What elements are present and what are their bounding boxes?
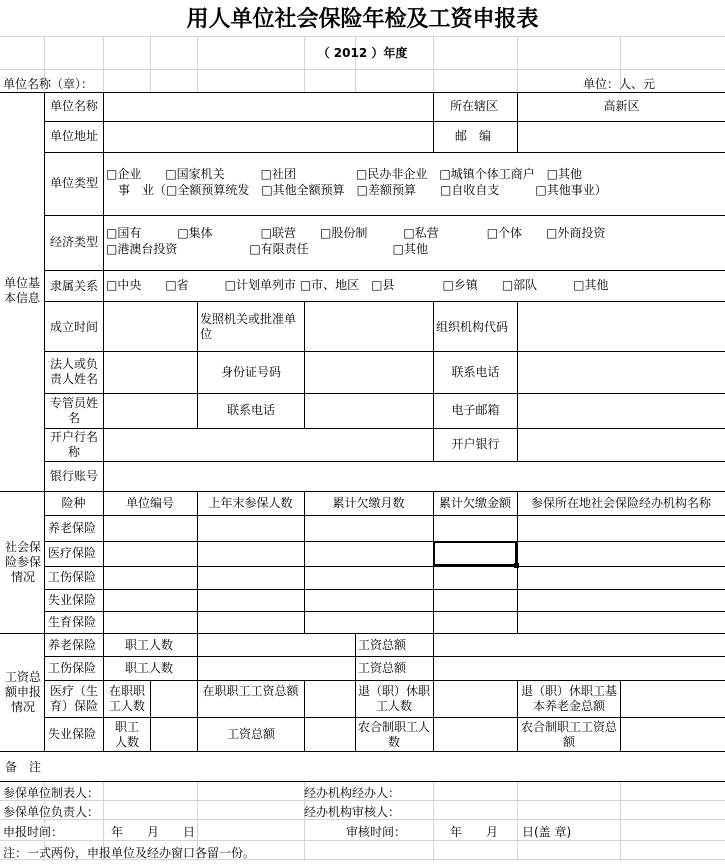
email-label: 电子邮箱 xyxy=(451,403,500,417)
wage-total: 工资总额 xyxy=(358,638,407,652)
row-line xyxy=(44,270,725,271)
row-line xyxy=(44,121,725,122)
gridline xyxy=(620,781,621,861)
unit-label: 单位：人、元 xyxy=(583,77,656,91)
agency-reviewer-label: 经办机构审核人： xyxy=(304,805,401,819)
affiliation-label: 隶属关系 xyxy=(50,279,99,293)
border-line xyxy=(0,751,725,752)
col-line xyxy=(355,633,356,680)
col-line xyxy=(103,92,104,751)
remarks-label: 备 注 xyxy=(5,760,42,774)
wage-staff-count: 职工人数 xyxy=(125,638,174,652)
economy-type-label: 经济类型 xyxy=(50,235,99,249)
col-line xyxy=(304,491,305,633)
wage-section-label: 工资总额申报情况 xyxy=(4,670,41,714)
border-line xyxy=(0,491,725,492)
unit-name-label: 单位名称（章）： xyxy=(3,77,94,91)
farmer-staff-count: 农合制职工人数 xyxy=(358,720,431,749)
founded-label: 成立时间 xyxy=(50,320,99,334)
officer-label: 专管员姓名 xyxy=(50,396,99,425)
col-line xyxy=(197,633,198,680)
review-date: 年 月 日(盖 章) xyxy=(450,825,572,839)
district-label: 所在辖区 xyxy=(450,99,499,113)
row-line xyxy=(44,656,725,657)
org-code-label: 组织机构代码 xyxy=(436,320,509,334)
border-line xyxy=(0,781,725,782)
col-line xyxy=(517,301,518,461)
gridline xyxy=(0,840,725,841)
issuer-label: 发照机关或批准单位 xyxy=(200,312,297,341)
row-line xyxy=(44,515,725,516)
col-line xyxy=(44,92,45,751)
col-line xyxy=(433,92,434,152)
col-header-unit-no: 单位编号 xyxy=(125,496,174,510)
account-name-label: 开户行名称 xyxy=(50,430,99,459)
col-line xyxy=(433,680,434,751)
economy-type-options-2[interactable]: □港澳台投资 □有限责任 □其他 xyxy=(106,242,429,256)
unit-type-options-1[interactable]: □企业 □国家机关 □社团 □民办非企业 □城镇个体工商户 □其他 xyxy=(106,167,583,181)
col-header-agency: 参保所在地社会保险经办机构名称 xyxy=(530,496,711,510)
wage-injury: 工伤保险 xyxy=(48,661,97,675)
active-staff-count: 在职职工人数 xyxy=(108,684,145,713)
col-header-amount: 累计欠缴金额 xyxy=(438,496,511,510)
wage-unemployment: 失业保险 xyxy=(48,727,97,741)
col-line xyxy=(197,491,198,633)
row-line xyxy=(44,611,725,612)
selected-cell[interactable] xyxy=(433,541,517,566)
gridline xyxy=(517,781,518,861)
wage-staff-count-2: 职工人数 xyxy=(125,661,174,675)
unemp-staff-count: 职工人数 xyxy=(114,720,139,749)
retired-pension: 退（职）休职工基本养老金总额 xyxy=(520,684,617,713)
footer-note: 注：一式两份，申报单位及经办窗口各留一份。 xyxy=(3,846,256,860)
wage-pension: 养老保险 xyxy=(48,638,97,652)
account-no-label: 银行账号 xyxy=(50,469,99,483)
col-line xyxy=(517,491,518,633)
unit-type-label: 单位类型 xyxy=(50,176,99,190)
legal-person-label: 法人或负责人姓名 xyxy=(49,357,98,386)
row-line xyxy=(44,428,725,429)
district-value[interactable]: 高新区 xyxy=(603,99,640,113)
row-unemployment: 失业保险 xyxy=(48,593,97,607)
contact-phone-label: 联系电话 xyxy=(451,365,500,379)
row-maternity: 生育保险 xyxy=(48,615,97,629)
row-line xyxy=(44,351,725,352)
wage-total-2: 工资总额 xyxy=(358,661,407,675)
border-line xyxy=(0,92,725,93)
col-line xyxy=(304,301,305,428)
preparer-label: 参保单位制表人： xyxy=(3,786,100,800)
unit-type-options-2[interactable]: 事 业（□全额预算统发 □其他全额预算 □差额预算 □自收自支 □其他事业） xyxy=(106,183,607,197)
id-card-label: 身份证号码 xyxy=(220,365,281,379)
review-time-label: 审核时间： xyxy=(346,825,407,839)
row-medical: 医疗保险 xyxy=(48,546,97,560)
row-line xyxy=(44,393,725,394)
row-line xyxy=(44,461,725,462)
col-line xyxy=(620,680,621,751)
row-line xyxy=(44,152,725,153)
col-header-months: 累计欠缴月数 xyxy=(332,496,405,510)
row-line xyxy=(44,541,725,542)
col-line xyxy=(355,680,356,751)
fill-handle[interactable] xyxy=(514,563,519,568)
gridline xyxy=(433,781,434,861)
row-line xyxy=(44,680,725,681)
economy-type-options-1[interactable]: □国有 □集体 □联营 □股份制 □私营 □个体 □外商投资 xyxy=(106,226,606,240)
row-line xyxy=(44,566,725,567)
retired-count: 退（职）休职工人数 xyxy=(358,684,431,713)
col-line xyxy=(150,680,151,751)
basic-section-label: 单位基本信息 xyxy=(3,276,40,305)
col-line xyxy=(304,680,305,751)
row-line xyxy=(44,717,725,718)
agency-handler-label: 经办机构经办人： xyxy=(304,786,401,800)
report-date: 年 月 日 xyxy=(111,825,196,839)
unit-name-field-label: 单位名称 xyxy=(50,99,99,113)
col-line xyxy=(517,680,518,751)
address-label: 单位地址 xyxy=(50,129,99,143)
row-injury: 工伤保险 xyxy=(48,570,97,584)
border-line xyxy=(0,633,725,634)
row-line xyxy=(44,589,725,590)
form-title: 用人单位社会保险年检及工资申报表 xyxy=(186,6,539,32)
insurance-section-label: 社会保险参保情况 xyxy=(4,540,41,584)
year-line: （ 2012 ）年度 xyxy=(317,46,408,60)
officer-phone-label: 联系电话 xyxy=(226,403,275,417)
row-pension: 养老保险 xyxy=(48,521,97,535)
row-line xyxy=(44,215,725,216)
postcode-label: 邮 编 xyxy=(455,129,492,143)
farmer-wage-total: 农合制职工工资总额 xyxy=(520,720,617,749)
gridline xyxy=(0,69,725,70)
report-time-label: 申报时间： xyxy=(3,825,64,839)
responsible-label: 参保单位负责人： xyxy=(3,805,100,819)
col-header-insured: 上年末参保人数 xyxy=(208,496,293,510)
wage-medical: 医疗（生育）保险 xyxy=(49,684,98,713)
active-staff-wage: 在职职工工资总额 xyxy=(202,684,299,698)
bank-label: 开户银行 xyxy=(451,437,500,451)
unemp-wage-total: 工资总额 xyxy=(226,727,275,741)
col-header-type: 险种 xyxy=(61,496,86,510)
col-line xyxy=(433,633,434,680)
gridline xyxy=(0,36,725,37)
affiliation-options[interactable]: □中央 □省 □计划单列市 □市、地区 □县 □乡镇 □部队 □其他 xyxy=(106,278,609,292)
row-line xyxy=(44,301,725,302)
